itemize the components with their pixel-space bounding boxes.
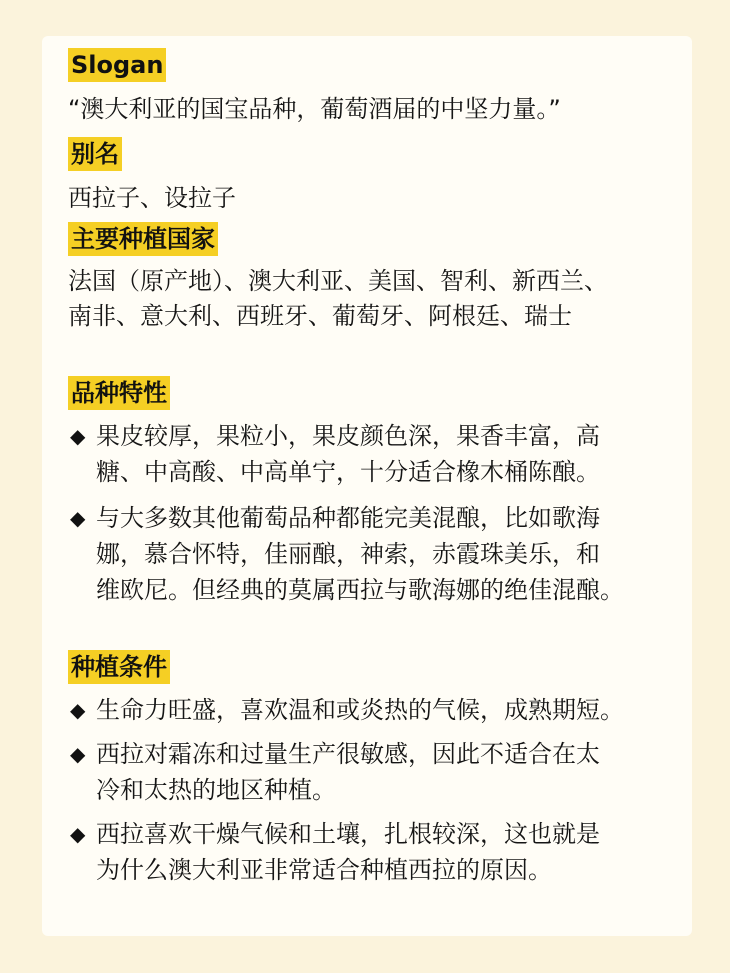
traits-bullet-2 <box>68 500 688 608</box>
conditions-heading: 种植条件 <box>68 650 170 684</box>
traits-bullet-2-line-1: 与大多数其他葡萄品种都能完美混酿，比如歌海 <box>96 504 600 532</box>
conditions-bullet-2-line-1: 西拉对霜冻和过量生产很敏感，因此不适合在太 <box>96 740 600 768</box>
slogan-text: “澳大利亚的国宝品种，葡萄酒届的中坚力量。” <box>68 95 561 123</box>
countries-heading: 主要种植国家 <box>68 222 218 256</box>
traits-bullet-2-line-2: 娜，慕合怀特，佳丽酿，神索，赤霞珠美乐，和 <box>96 540 600 568</box>
diamond-icon: ◆ <box>70 506 86 530</box>
countries-line-2: 南非、意大利、西班牙、葡萄牙、阿根廷、瑞士 <box>68 302 572 330</box>
conditions-bullet-1-line-1: 生命力旺盛，喜欢温和或炎热的气候，成熟期短。 <box>96 696 624 724</box>
diamond-icon: ◆ <box>70 424 86 448</box>
countries-line-1: 法国（原产地）、澳大利亚、美国、智利、新西兰、 <box>68 267 608 295</box>
diamond-icon: ◆ <box>70 742 86 766</box>
slogan-heading: Slogan <box>68 48 166 82</box>
traits-bullet-2-line-3: 维欧尼。但经典的莫属西拉与歌海娜的绝佳混酿。 <box>96 576 624 604</box>
traits-bullet-1-line-1: 果皮较厚，果粒小，果皮颜色深，果香丰富，高 <box>96 422 600 450</box>
conditions-bullet-3-line-2: 为什么澳大利亚非常适合种植西拉的原因。 <box>96 856 552 884</box>
traits-bullet-1-line-2: 糖、中高酸、中高单宁，十分适合橡木桶陈酿。 <box>96 458 600 486</box>
traits-bullet-1 <box>68 418 688 490</box>
document-content <box>68 48 688 888</box>
conditions-bullet-1 <box>68 692 688 728</box>
conditions-bullet-3-line-1: 西拉喜欢干燥气候和土壤，扎根较深，这也就是 <box>96 820 600 848</box>
alias-heading: 别名 <box>68 137 122 171</box>
conditions-bullet-3 <box>68 816 688 888</box>
traits-heading: 品种特性 <box>68 376 170 410</box>
alias-text: 西拉子、设拉子 <box>68 184 236 212</box>
conditions-bullet-2-line-2: 冷和太热的地区种植。 <box>96 776 336 804</box>
diamond-icon: ◆ <box>70 822 86 846</box>
diamond-icon: ◆ <box>70 698 86 722</box>
conditions-bullet-2 <box>68 736 688 808</box>
